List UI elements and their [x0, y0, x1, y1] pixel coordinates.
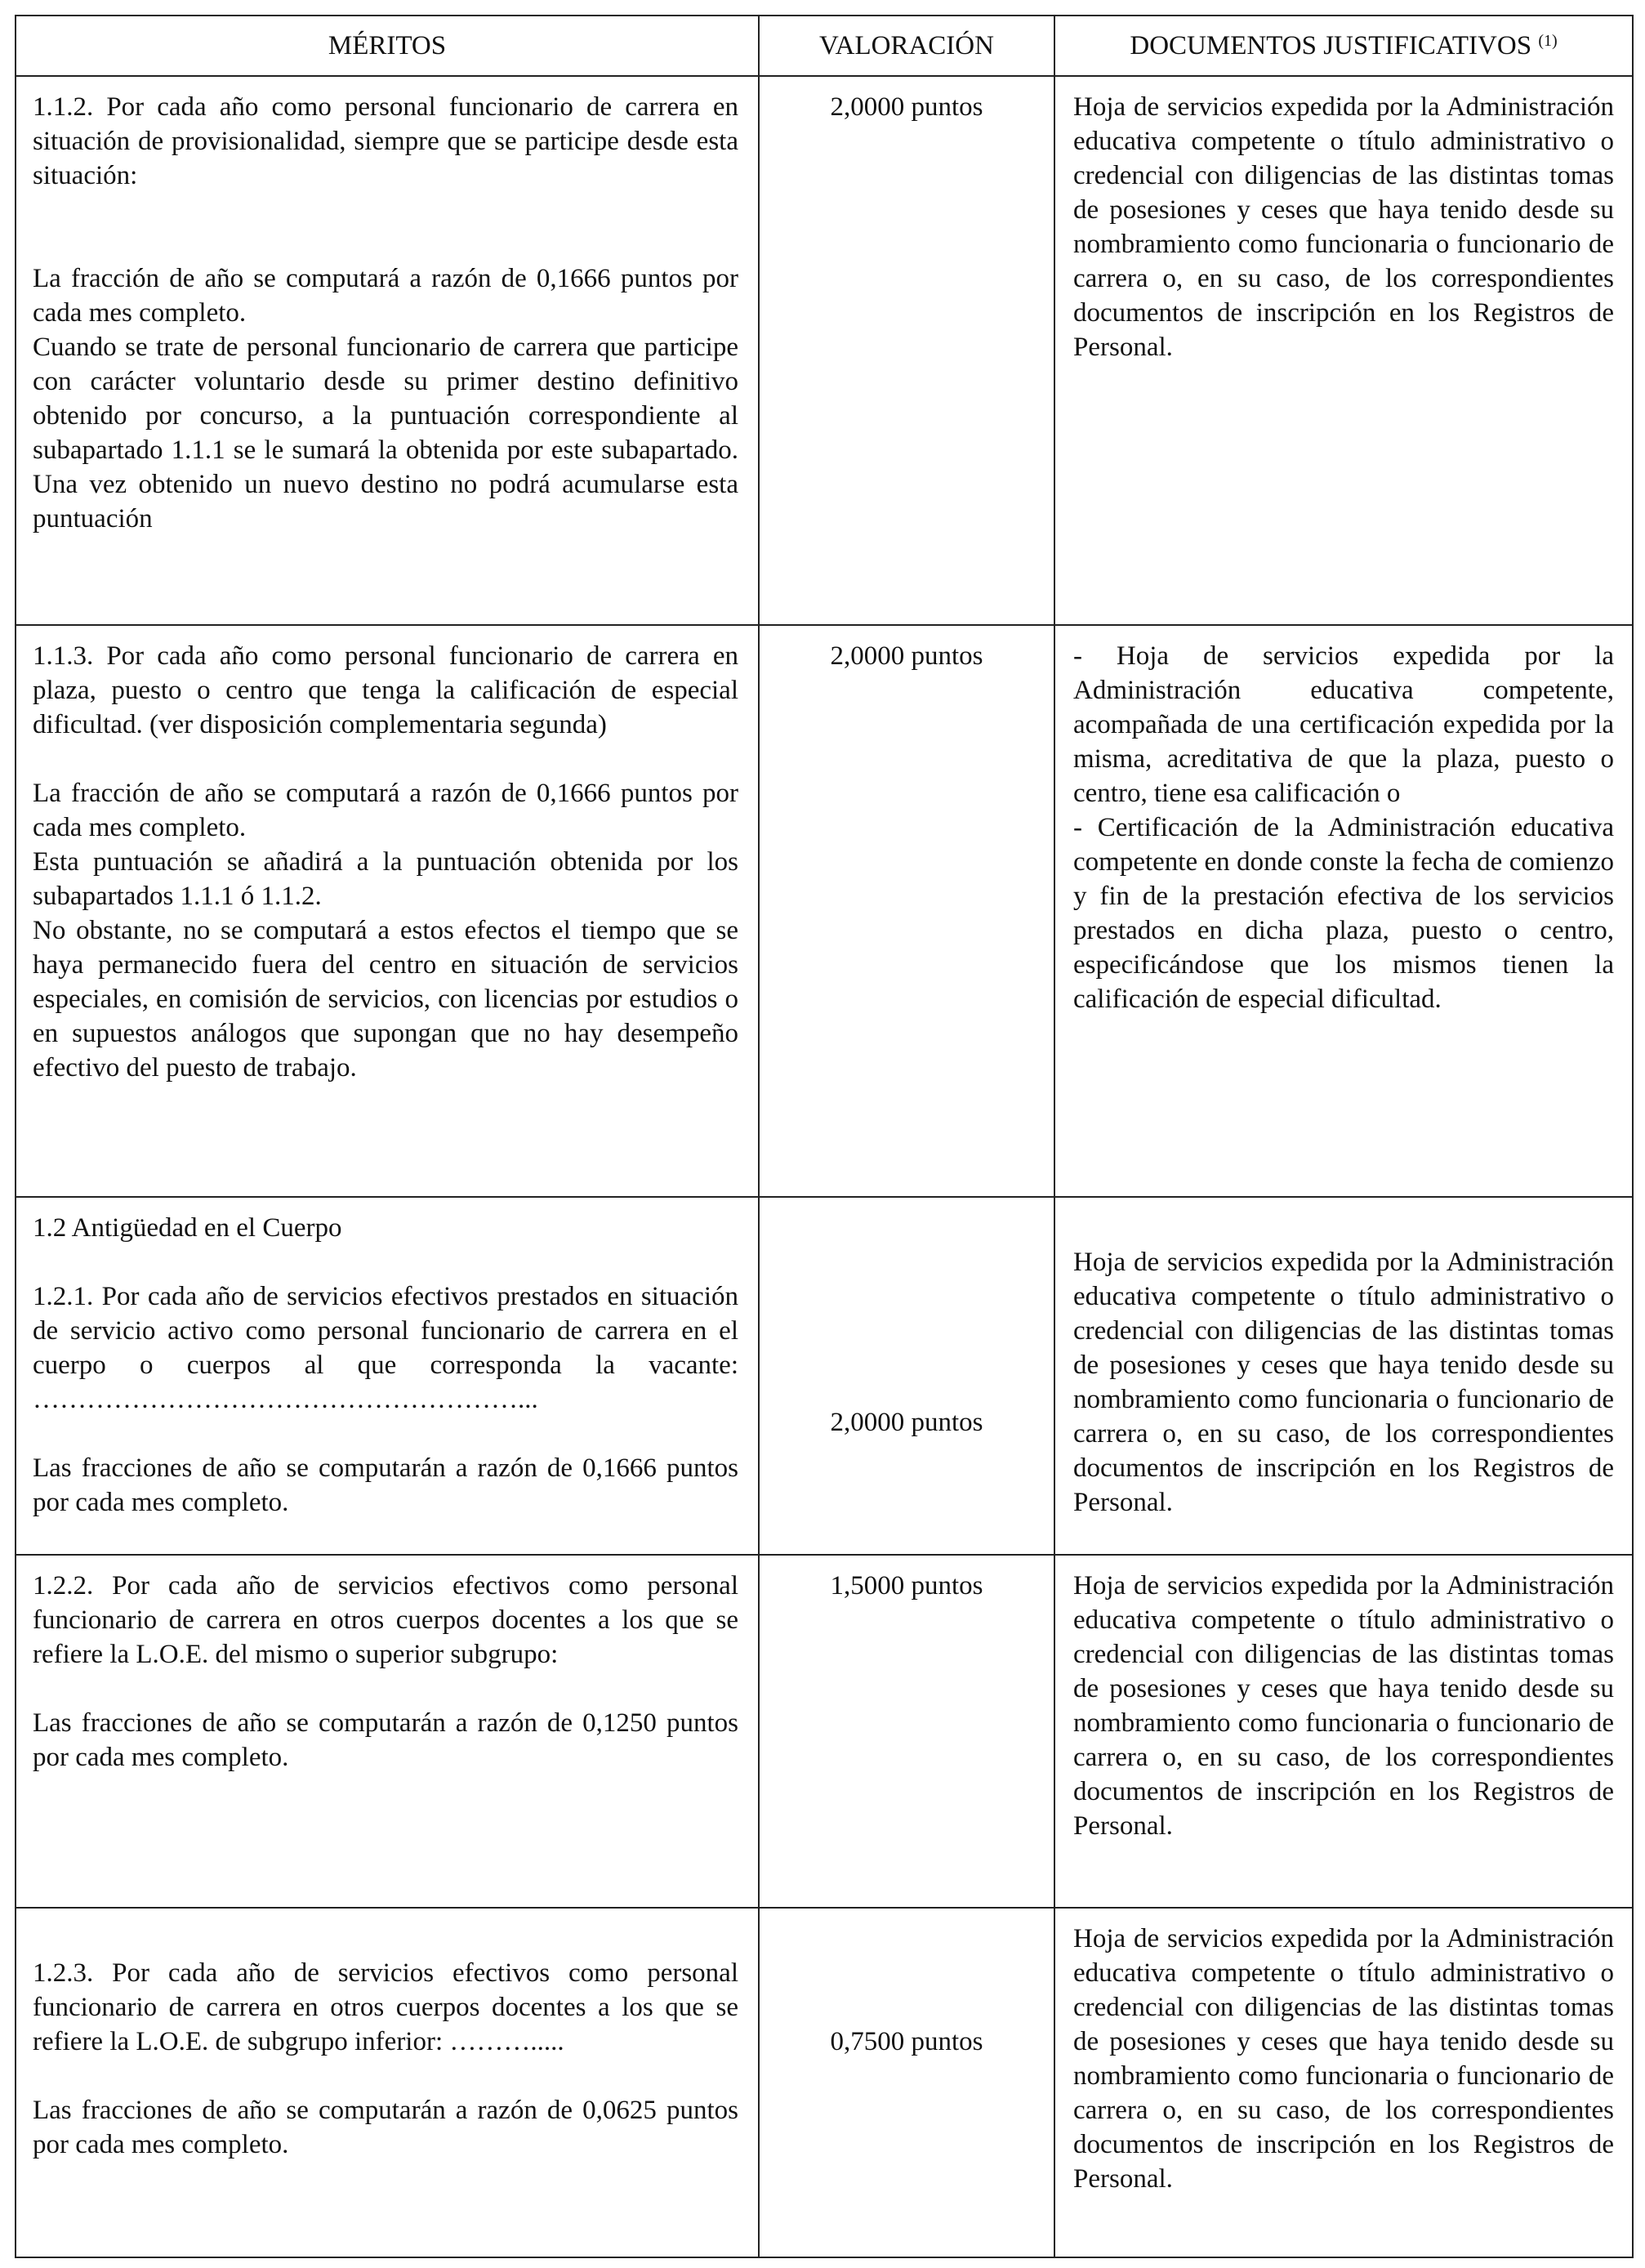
- header-valoracion-label: VALORACIÓN: [819, 31, 994, 60]
- documentos-cell: [1054, 625, 1633, 1197]
- valoracion-cell: [759, 1197, 1054, 1555]
- header-meritos-label: MÉRITOS: [328, 31, 447, 60]
- valoracion-value: 2,0000 puntos: [830, 641, 983, 671]
- merito-paragraph: 1.2.1. Por cada año de servicios efectivos prestados en situación de servicio activo como personal funcionario de carrera en el cuerpo o cuerpos al que corresponda la vacante: ………………………………………………...: [33, 1282, 738, 1414]
- header-valoracion: [759, 16, 1054, 76]
- merito-paragraph: No obstante, no se computará a estos efectos el tiempo que se haya permanecido fuera del centro en situación de servicios especiales, en comisión de servicios, con licencias por estudios o en supuestos análogos que supongan que no hay desempeño efectivo del puesto de trabajo.: [33, 916, 738, 1083]
- merito-cell: [16, 625, 759, 1197]
- header-documentos: [1054, 16, 1633, 76]
- valoracion-value: 0,7500 puntos: [830, 2027, 983, 2056]
- documentos-paragraph: Hoja de servicios expedida por la Administración educativa competente o título administrativo o credencial con diligencias de las distintas tomas de posesiones y ceses que haya tenido desde su nombramiento como funcionaria o funcionario de carrera o, en su caso, de los correspondientes documentos de inscripción en los Registros de Personal.: [1073, 92, 1614, 362]
- merito-cell: [16, 1908, 759, 2257]
- merito-paragraph: 1.2.3. Por cada año de servicios efectivos como personal funcionario de carrera en otros cuerpos docentes a los que se refiere la L.O.E. de subgrupo inferior: ……….....: [33, 1958, 738, 2056]
- merito-paragraph: 1.1.3. Por cada año como personal funcionario de carrera en plaza, puesto o centro que tenga la calificación de especial dificultad. (ver disposición complementaria segunda): [33, 641, 738, 739]
- header-documentos-label: DOCUMENTOS JUSTIFICATIVOS: [1130, 31, 1532, 60]
- merito-paragraph: Las fracciones de año se computarán a razón de 0,0625 puntos por cada mes completo.: [33, 2096, 738, 2159]
- documentos-paragraph: Hoja de servicios expedida por la Administración educativa competente o título administrativo o credencial con diligencias de las distintas tomas de posesiones y ceses que haya tenido desde su nombramiento como funcionaria o funcionario de carrera o, en su caso, de los correspondientes documentos de inscripción en los Registros de Personal.: [1073, 1924, 1614, 2194]
- merito-paragraph: 1.2.2. Por cada año de servicios efectivos como personal funcionario de carrera en otros cuerpos docentes a los que se refiere la L.O.E. del mismo o superior subgrupo:: [33, 1571, 738, 1669]
- valoracion-cell: [759, 1908, 1054, 2257]
- documentos-paragraph: Hoja de servicios expedida por la Administración educativa competente o título administrativo o credencial con diligencias de las distintas tomas de posesiones y ceses que haya tenido desde su nombramiento como funcionaria o funcionario de carrera o, en su caso, de los correspondientes documentos de inscripción en los Registros de Personal.: [1073, 1248, 1614, 1517]
- merito-cell: [16, 76, 759, 625]
- valoracion-cell: [759, 625, 1054, 1197]
- merito-paragraph: Cuando se trate de personal funcionario de carrera que participe con carácter voluntario desde su primer destino definitivo obtenido por concurso, a la puntuación correspondiente al subapartado 1.1.1 se le sumará la obtenida por este subapartado. Una vez obtenido un nuevo destino no podrá acumularse esta puntuación: [33, 333, 738, 534]
- table-row: [16, 625, 1633, 1197]
- documentos-cell: [1054, 1555, 1633, 1908]
- merito-paragraph: Las fracciones de año se computarán a razón de 0,1666 puntos por cada mes completo.: [33, 1453, 738, 1517]
- valoracion-value: 2,0000 puntos: [830, 1408, 983, 1437]
- merito-paragraph: 1.1.2. Por cada año como personal funcionario de carrera en situación de provisionalidad, siempre que se participe desde esta situación:: [33, 92, 738, 190]
- merito-cell: [16, 1555, 759, 1908]
- valoracion-cell: [759, 76, 1054, 625]
- header-meritos: [16, 16, 759, 76]
- documentos-paragraph: - Hoja de servicios expedida por la Administración educativa competente, acompañada de una certificación expedida por la misma, acreditativa de que la plaza, puesto o centro, tiene esa calificación o: [1073, 641, 1614, 808]
- merito-paragraph: La fracción de año se computará a razón de 0,1666 puntos por cada mes completo.: [33, 779, 738, 842]
- table-row: [16, 76, 1633, 625]
- merito-paragraph: Esta puntuación se añadirá a la puntuación obtenida por los subapartados 1.1.1 ó 1.1.2.: [33, 847, 738, 911]
- merito-paragraph: La fracción de año se computará a razón de 0,1666 puntos por cada mes completo.: [33, 264, 738, 328]
- merito-paragraph: Las fracciones de año se computarán a razón de 0,1250 puntos por cada mes completo.: [33, 1708, 738, 1772]
- footnote-marker: (1): [1538, 32, 1558, 50]
- documentos-cell: [1054, 1908, 1633, 2257]
- valoracion-cell: [759, 1555, 1054, 1908]
- merito-cell: [16, 1197, 759, 1555]
- meritos-table: [15, 15, 1634, 2258]
- table-row: [16, 1197, 1633, 1555]
- valoracion-value: 1,5000 puntos: [830, 1571, 983, 1601]
- documentos-cell: [1054, 76, 1633, 625]
- table-row: [16, 1555, 1633, 1908]
- section-heading: 1.2 Antigüedad en el Cuerpo: [33, 1213, 342, 1243]
- documentos-paragraph: - Certificación de la Administración educativa competente en donde conste la fecha de comienzo y fin de la prestación efectiva de los servicios prestados en dicha plaza, puesto o centro, especificándose que los mismos tienen la calificación de especial dificultad.: [1073, 813, 1614, 1014]
- header-row: [16, 16, 1633, 76]
- documentos-paragraph: Hoja de servicios expedida por la Administración educativa competente o título administrativo o credencial con diligencias de las distintas tomas de posesiones y ceses que haya tenido desde su nombramiento como funcionaria o funcionario de carrera o, en su caso, de los correspondientes documentos de inscripción en los Registros de Personal.: [1073, 1571, 1614, 1841]
- valoracion-value: 2,0000 puntos: [830, 92, 983, 122]
- table-row: [16, 1908, 1633, 2257]
- documentos-cell: [1054, 1197, 1633, 1555]
